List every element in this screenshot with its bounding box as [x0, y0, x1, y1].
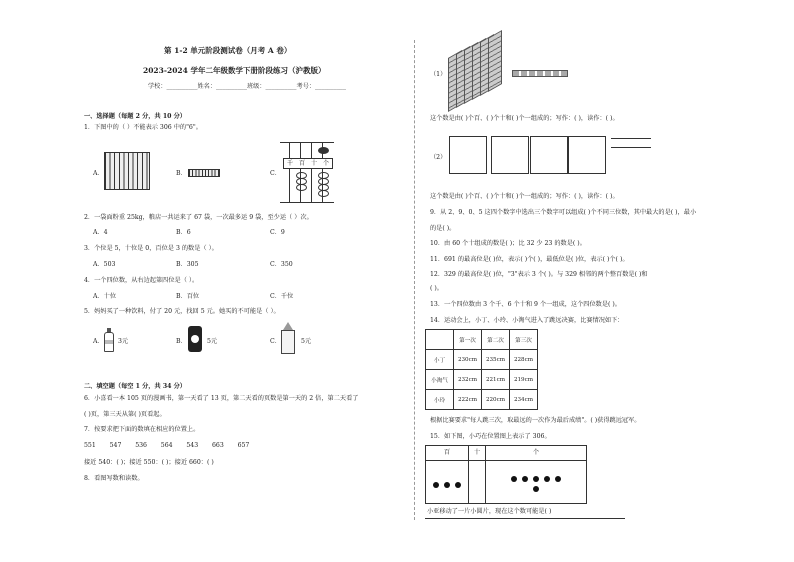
q2-text: 2．一袋面粉重 25kg，粮店一共运来了 67 袋，一次最多运 9 袋，至少运（ ）次。 [84, 214, 313, 221]
q7-number: 551 [84, 442, 96, 449]
table-cell: 220cm [482, 390, 510, 410]
q7-number: 536 [135, 442, 147, 449]
q7-number: 657 [237, 442, 250, 449]
tens-lines-image [611, 138, 651, 148]
table-cell: 228cm [510, 350, 538, 370]
figure2-answer-line[interactable]: 这个数是由( )个百、( )个十和( )个一组成的；写作：( )，读作：( )。 [430, 193, 619, 200]
section1-heading: 一、选择题（每题 2 分，共 10 分） [84, 113, 186, 120]
q7-number: 663 [211, 442, 224, 449]
q15-end-text[interactable]: 小亚移动了一片小圆片，现在这个数可能是( ) [427, 508, 552, 515]
q15-text: 15．如下图，小巧在位置图上表示了 306。 [430, 433, 551, 440]
q14-rule-text[interactable]: 根据比赛要求"每人跳三次，取最远的一次作为最后成绩"。( )获得跳远冠军。 [430, 417, 641, 424]
abacus-label-ones: 个 [322, 160, 329, 167]
abacus-label-tens: 十 [310, 160, 317, 167]
q11-text: 11．691 的最高位是( )位，表示( )个( )，最低位是( )位，表示( )个( )。 [430, 256, 629, 263]
tens-rod-image [188, 169, 220, 177]
counter-dot[interactable] [433, 482, 439, 488]
hundreds-blocks-image [104, 152, 150, 190]
table-cell: 219cm [510, 370, 538, 390]
table-cell: 230cm [454, 350, 482, 370]
table-header-cell: 第一次 [454, 330, 482, 350]
q5-text: 5．妈妈买了一种饮料，付了 20 元，找回 5 元。她买的不可能是（ ）。 [84, 308, 280, 315]
q7-blanks[interactable]: 接近 540：( )；接近 550：( )；接近 660：( ) [84, 459, 214, 466]
binding-fold-line [414, 40, 415, 520]
q9-text-a: 9．从 2、9、0、5 这四个数字中选出三个数字可以组成( )个不同三位数，其中最大的是( )，最小 [430, 209, 697, 216]
table-cell: 小玲 [426, 390, 454, 410]
abacus-image [280, 142, 334, 204]
table-cell: 232cm [454, 370, 482, 390]
q4-text: 4．一个四位数，从右边起第四位是（ ）。 [84, 277, 199, 284]
q1-option-b[interactable]: B． [176, 170, 187, 177]
place-value-chart [425, 445, 587, 504]
q3-option-c[interactable]: C．350 [270, 261, 293, 268]
hundreds-plates-image [448, 40, 508, 108]
q3-option-b[interactable]: B．305 [176, 261, 199, 268]
student-info-line: 学校：__________姓名：__________班级：__________考号：__________ [148, 83, 346, 90]
q4-option-c[interactable]: C．千位 [270, 293, 294, 300]
long-jump-table [425, 329, 538, 410]
place-value-header-hundreds: 百 [426, 446, 469, 461]
q6-text-a: 6．小喜看一本 105 页的漫画书，第一天看了 13 页，第二天看的页数是第一天的 2 倍，第二天看了 [84, 395, 359, 402]
hundred-square-4 [568, 136, 606, 174]
q5-option-c[interactable]: C． [270, 338, 281, 345]
q2-option-c[interactable]: C．9 [270, 229, 285, 236]
q5-option-a[interactable]: A． [93, 338, 104, 345]
q13-text: 13．一个四位数由 3 个千、6 个十和 9 个一组成，这个四位数是( )。 [430, 301, 621, 308]
table-cell: 234cm [510, 390, 538, 410]
abacus-label-hundreds: 百 [298, 160, 305, 167]
counter-dot[interactable] [455, 482, 461, 488]
q4-option-a[interactable]: A．十位 [93, 293, 117, 300]
table-cell: 221cm [482, 370, 510, 390]
q1-text: 1．下图中的（ ）不能表示 306 中的"6"。 [84, 124, 202, 131]
q2-option-a[interactable]: A．4 [93, 229, 108, 236]
q8-text: 8．看图写数和读数。 [84, 475, 144, 482]
unit-cubes-image [512, 70, 568, 77]
table-header-cell [426, 330, 454, 350]
q5-price-a: 3元 [118, 338, 129, 345]
q7-number-list [84, 442, 249, 450]
counter-dot[interactable] [533, 476, 539, 482]
q9-text-b: 的是( )。 [430, 225, 456, 232]
q5-price-b: 5元 [207, 338, 218, 345]
q7-number: 543 [186, 442, 199, 449]
paper-title: 第 1-2 单元阶段测试卷（月考 A 卷） [164, 46, 292, 55]
q12-text: 12．329 的最高位是( )位，"3"表示 3 个( )。与 329 相邻的两个整百数是( )和 [430, 271, 648, 278]
water-bottle-icon [104, 328, 114, 352]
milk-carton-icon [281, 322, 295, 354]
q1-option-c[interactable]: C． [270, 170, 281, 177]
counter-dot[interactable] [511, 476, 517, 482]
hundred-square-1 [449, 136, 487, 174]
table-header-row [426, 330, 538, 350]
table-row [426, 350, 538, 370]
soda-can-icon [188, 326, 202, 352]
place-value-header-tens: 十 [469, 446, 486, 461]
q6-text-b: ( )页，第三天从第( )页看起。 [84, 411, 166, 418]
hundred-square-2 [491, 136, 529, 174]
table-cell: 222cm [454, 390, 482, 410]
counter-dot[interactable] [544, 476, 550, 482]
paper-subtitle: 2023-2024 学年二年级数学下册阶段练习（沪教版） [143, 66, 326, 75]
q7-number: 564 [160, 442, 173, 449]
table-cell: 小淘气 [426, 370, 454, 390]
figure2-label: （2） [430, 154, 447, 161]
counter-dot[interactable] [522, 476, 528, 482]
q2-option-b[interactable]: B．6 [176, 229, 191, 236]
table-cell: 小丁 [426, 350, 454, 370]
table-header-cell: 第二次 [482, 330, 510, 350]
abacus-label-thousands: 千 [286, 160, 293, 167]
q7-text: 7．按要求把下面的数填在相应的位置上。 [84, 426, 200, 433]
q4-option-b[interactable]: B．百位 [176, 293, 200, 300]
q1-option-a[interactable]: A． [93, 170, 104, 177]
q14-text: 14．运动会上，小丁、小玲、小淘气进入了跳远决赛，比赛情况如下： [430, 317, 624, 324]
right-bottom-rule [425, 518, 625, 519]
figure1-answer-line[interactable]: 这个数是由( )个百、( )个十和( )个一组成的；写作：( )，读作：( )。 [430, 115, 619, 122]
tens-dots-cell [469, 461, 486, 504]
table-row [426, 370, 538, 390]
hundred-square-3 [530, 136, 568, 174]
ones-dots-cell [486, 461, 587, 504]
figure1-label: （1） [430, 71, 447, 78]
q5-option-b[interactable]: B． [176, 338, 187, 345]
hundreds-dots-cell [426, 461, 469, 504]
q10-text: 10．由 60 个十组成的数是( )；比 32 少 23 的数是( )。 [430, 240, 586, 247]
counter-dot[interactable] [444, 482, 450, 488]
q3-option-a[interactable]: A．503 [93, 261, 116, 268]
q5-price-c: 5元 [301, 338, 312, 345]
q3-text: 3．个位是 5，十位是 0，百位是 3 的数是（ ）。 [84, 245, 218, 252]
q12-text-b: ( )。 [430, 285, 443, 292]
q7-number: 547 [109, 442, 122, 449]
table-header-cell: 第三次 [510, 330, 538, 350]
counter-dot[interactable] [555, 476, 561, 482]
table-row [426, 390, 538, 410]
place-value-header-ones: 个 [486, 446, 587, 461]
table-cell: 235cm [482, 350, 510, 370]
counter-dot[interactable] [533, 486, 539, 492]
section2-heading: 二、填空题（每空 1 分，共 34 分） [84, 383, 186, 390]
